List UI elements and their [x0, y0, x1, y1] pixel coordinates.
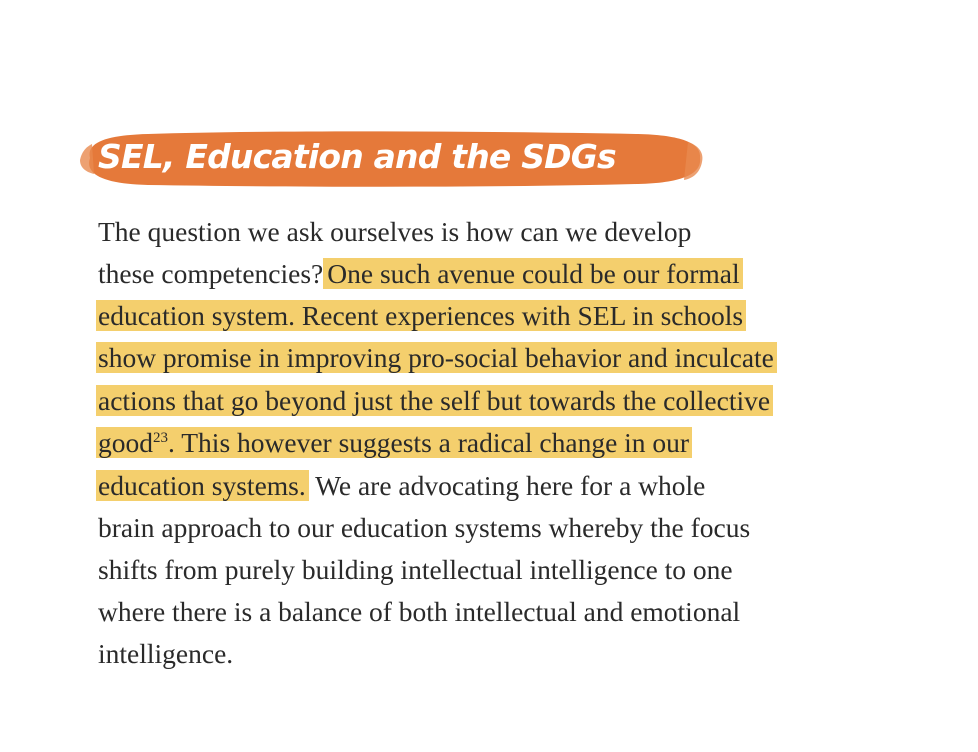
body-line-9 — [98, 550, 733, 590]
body-text: brain approach to our education systems whereby the focus — [98, 512, 751, 543]
body-text: where there is a balance of both intellectual and emotional — [98, 596, 741, 627]
body-text: intelligence. — [98, 638, 234, 669]
body-line-6 — [98, 423, 692, 463]
body-text: shifts from purely building intellectual intelligence to one — [98, 554, 733, 585]
body-text: We are advocating here for a whole — [315, 470, 706, 501]
body-text: these competencies? — [98, 258, 324, 289]
footnote-marker: 23 — [153, 430, 168, 446]
highlighted-text: education systems. — [96, 470, 309, 501]
body-text: The question we ask ourselves is how can we develop — [98, 216, 692, 247]
highlighted-text-part: good — [98, 427, 153, 458]
body-line-5 — [98, 381, 773, 421]
highlighted-text: education system. Recent experiences with SEL in schools — [96, 300, 746, 331]
highlighted-text — [96, 427, 692, 458]
body-line-10 — [98, 592, 740, 632]
highlighted-text: show promise in improving pro-social behavior and inculcate — [96, 342, 777, 373]
body-line-8 — [98, 508, 750, 548]
highlighted-text: One such avenue could be our formal — [323, 258, 742, 289]
section-heading: SEL, Education and the SDGs — [98, 137, 616, 176]
body-line-7 — [98, 466, 705, 506]
body-line-2 — [98, 254, 743, 294]
highlighted-text: actions that go beyond just the self but towards the collective — [96, 385, 773, 416]
highlighted-text-part: . This however suggests a radical change in our — [168, 427, 690, 458]
body-line-4 — [98, 338, 777, 378]
section-heading-banner — [78, 128, 704, 190]
body-line-3 — [98, 296, 746, 336]
body-line-1 — [98, 212, 691, 252]
body-line-11 — [98, 634, 233, 674]
